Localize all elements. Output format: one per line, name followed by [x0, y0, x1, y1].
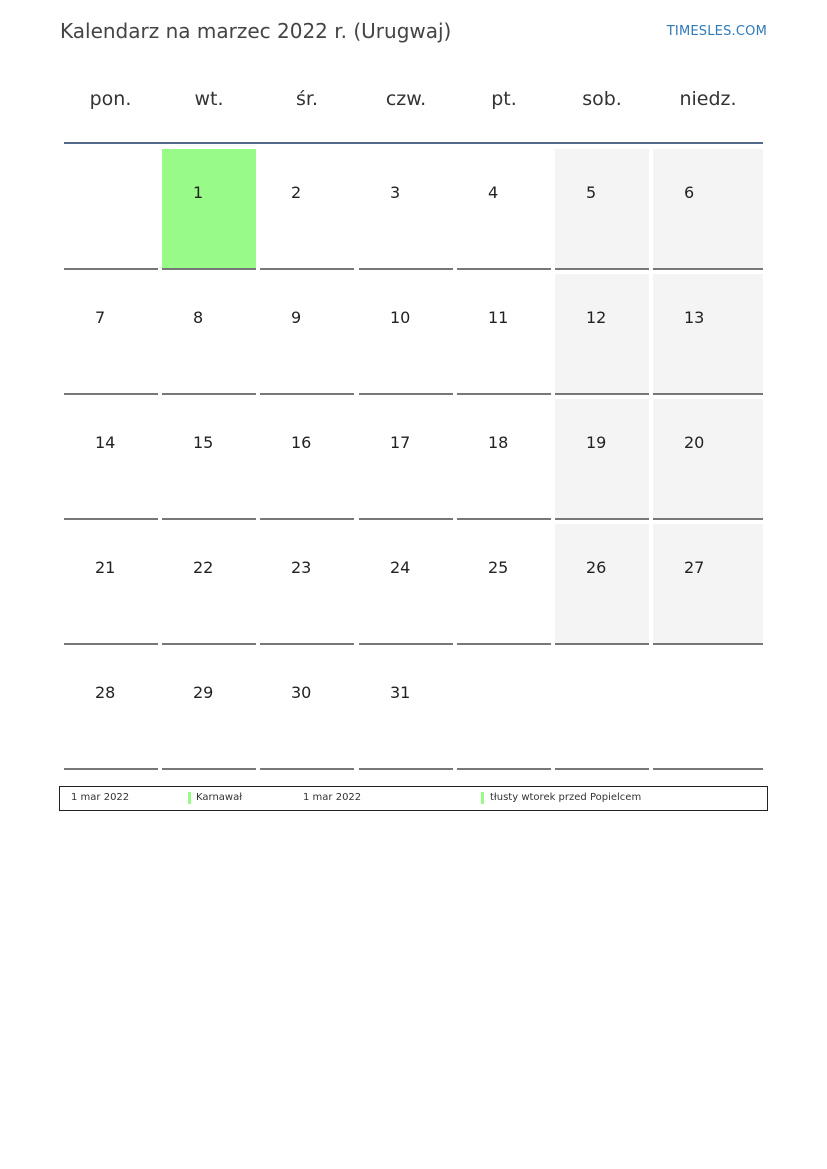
- day-number: 9: [291, 308, 302, 327]
- legend-color-mark: [481, 792, 484, 804]
- calendar-day-cell[interactable]: [260, 399, 354, 520]
- holiday-legend: [59, 786, 768, 811]
- calendar-day-cell[interactable]: [555, 524, 649, 645]
- header-divider: [64, 142, 763, 144]
- day-number: 2: [291, 183, 302, 202]
- day-number: 29: [193, 683, 214, 702]
- calendar-day-cell[interactable]: [64, 274, 158, 395]
- day-number: 19: [586, 433, 607, 452]
- legend-date: 1 mar 2022: [303, 792, 362, 803]
- day-number: 27: [684, 558, 705, 577]
- calendar-day-cell[interactable]: [653, 524, 763, 645]
- calendar-day-cell[interactable]: [359, 149, 453, 270]
- calendar-day-cell[interactable]: [457, 149, 551, 270]
- day-number: 24: [390, 558, 411, 577]
- weekday-header: wt.: [194, 88, 224, 110]
- calendar-day-cell: [64, 149, 158, 270]
- day-number: 12: [586, 308, 607, 327]
- day-number: 31: [390, 683, 411, 702]
- day-number: 14: [95, 433, 116, 452]
- calendar-day-cell[interactable]: [653, 399, 763, 520]
- day-number: 30: [291, 683, 312, 702]
- calendar-day-cell[interactable]: [260, 149, 354, 270]
- calendar-day-cell: [653, 649, 763, 770]
- day-number: 26: [586, 558, 607, 577]
- calendar-day-cell[interactable]: [162, 149, 256, 270]
- day-number: 28: [95, 683, 116, 702]
- calendar-day-cell[interactable]: [162, 524, 256, 645]
- calendar-day-cell: [457, 649, 551, 770]
- calendar-day-cell[interactable]: [260, 524, 354, 645]
- weekday-header-row: [64, 88, 763, 120]
- day-number: 18: [488, 433, 509, 452]
- day-number: 22: [193, 558, 214, 577]
- calendar-day-cell[interactable]: [653, 149, 763, 270]
- weekday-header: sob.: [582, 88, 622, 110]
- day-number: 10: [390, 308, 411, 327]
- calendar-day-cell[interactable]: [64, 399, 158, 520]
- day-number: 7: [95, 308, 106, 327]
- weekday-header: czw.: [385, 88, 427, 110]
- day-number: 4: [488, 183, 499, 202]
- calendar-day-cell[interactable]: [359, 524, 453, 645]
- weekday-header: pt.: [491, 88, 517, 110]
- day-number: 15: [193, 433, 214, 452]
- calendar-day-cell[interactable]: [162, 399, 256, 520]
- day-number: 21: [95, 558, 116, 577]
- day-number: 1: [193, 183, 204, 202]
- brand-link[interactable]: TIMESLES.COM: [666, 24, 767, 39]
- calendar-day-cell[interactable]: [162, 649, 256, 770]
- page-title: Kalendarz na marzec 2022 r. (Urugwaj): [60, 19, 452, 43]
- calendar-day-cell[interactable]: [457, 524, 551, 645]
- calendar-day-cell[interactable]: [555, 149, 649, 270]
- calendar-day-cell[interactable]: [64, 649, 158, 770]
- day-number: 17: [390, 433, 411, 452]
- day-number: 13: [684, 308, 705, 327]
- calendar-day-cell[interactable]: [555, 274, 649, 395]
- weekday-header: pon.: [89, 88, 132, 110]
- calendar-day-cell[interactable]: [457, 399, 551, 520]
- weekday-header: śr.: [295, 88, 318, 110]
- weekday-header: niedz.: [679, 88, 737, 110]
- calendar-day-cell[interactable]: [457, 274, 551, 395]
- calendar-day-cell[interactable]: [162, 274, 256, 395]
- day-number: 5: [586, 183, 597, 202]
- day-number: 25: [488, 558, 509, 577]
- calendar-day-cell[interactable]: [260, 274, 354, 395]
- day-number: 3: [390, 183, 401, 202]
- day-number: 20: [684, 433, 705, 452]
- legend-date: 1 mar 2022: [71, 792, 130, 803]
- day-number: 6: [684, 183, 695, 202]
- calendar-day-cell[interactable]: [555, 399, 649, 520]
- calendar-day-cell[interactable]: [64, 524, 158, 645]
- calendar-day-cell[interactable]: [359, 649, 453, 770]
- day-number: 8: [193, 308, 204, 327]
- day-number: 11: [488, 308, 509, 327]
- calendar-day-cell[interactable]: [359, 399, 453, 520]
- calendar-day-cell[interactable]: [260, 649, 354, 770]
- calendar-day-cell[interactable]: [359, 274, 453, 395]
- legend-holiday-name: Karnawał: [196, 792, 243, 803]
- calendar-day-cell[interactable]: [653, 274, 763, 395]
- legend-holiday-name: tłusty wtorek przed Popielcem: [490, 792, 642, 803]
- day-number: 23: [291, 558, 312, 577]
- legend-color-mark: [188, 792, 191, 804]
- day-number: 16: [291, 433, 312, 452]
- calendar-day-cell: [555, 649, 649, 770]
